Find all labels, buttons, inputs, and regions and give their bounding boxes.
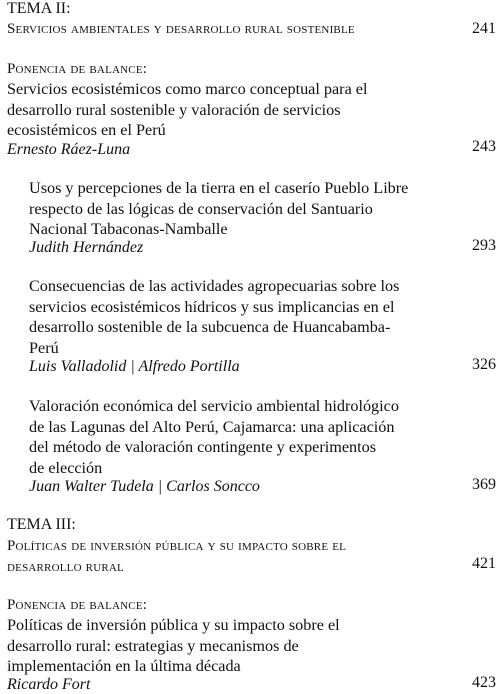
ponencia-2-title[interactable] bbox=[7, 615, 340, 677]
title-line: de las Lagunas del Alto Perú, Cajamarca: una aplicación bbox=[29, 417, 395, 436]
tema-iii-title[interactable] bbox=[7, 536, 346, 578]
ponencia-1-page[interactable]: 243 bbox=[472, 138, 496, 155]
title-line: desarrollo rural: estrategias y mecanismos de bbox=[7, 636, 299, 655]
entry-3-authors: Juan Walter Tudela | Carlos Soncco bbox=[29, 478, 260, 495]
title-line: del método de valoración contingente y experimentos bbox=[29, 438, 377, 456]
ponencia-2-page[interactable]: 423 bbox=[472, 674, 496, 691]
entry-3-page[interactable]: 369 bbox=[472, 476, 496, 493]
entry-2-page[interactable]: 326 bbox=[472, 356, 496, 373]
title-line: Perú bbox=[29, 338, 59, 357]
entry-2-title[interactable] bbox=[29, 276, 399, 358]
entry-1-page[interactable]: 293 bbox=[472, 237, 496, 254]
entry-2-authors: Luis Valladolid | Alfredo Portilla bbox=[29, 358, 240, 375]
title-line: Políticas de inversión pública y su impacto sobre el bbox=[7, 616, 340, 634]
title-line: desarrollo rural sostenible y valoración de servicios bbox=[7, 100, 341, 119]
tema-ii-page[interactable]: 241 bbox=[472, 20, 496, 37]
entry-1-title[interactable] bbox=[29, 178, 408, 240]
tema-iii-heading: TEMA III: bbox=[7, 516, 76, 533]
title-line: Servicios ecosistémicos como marco conceptual para el bbox=[7, 80, 368, 98]
title-line: implementación en la última década bbox=[7, 657, 241, 675]
ponencia-1-author: Ernesto Ráez-Luna bbox=[7, 141, 131, 158]
ponencia-2-author: Ricardo Fort bbox=[7, 676, 91, 693]
title-line: respecto de las lógicas de conservación del Santuario bbox=[29, 199, 373, 218]
title-line: de elección bbox=[29, 458, 103, 477]
title-line: Usos y percepciones de la tierra en el caserío Pueblo Libre bbox=[29, 179, 409, 197]
entry-3-title[interactable] bbox=[29, 396, 399, 478]
title-line: Valoración económica del servicio ambiental hidrológico bbox=[29, 397, 399, 415]
entry-1-author: Judith Hernández bbox=[29, 239, 144, 256]
tema-iii-page[interactable]: 421 bbox=[472, 555, 496, 572]
tema-ii-title[interactable]: Servicios ambientales y desarrollo rural sostenible bbox=[7, 21, 355, 37]
title-line: servicios ecosistémicos hídricos y sus implicancias en el bbox=[29, 297, 395, 316]
title-line: Políticas de inversión pública y su impacto sobre el bbox=[7, 538, 347, 554]
ponencia-1-title[interactable] bbox=[7, 79, 368, 141]
title-line: Consecuencias de las actividades agropecuarias sobre los bbox=[29, 277, 400, 295]
ponencia-label: Ponencia de balance: bbox=[7, 597, 148, 613]
ponencia-label: Ponencia de balance: bbox=[7, 61, 148, 77]
title-line: desarrollo rural bbox=[7, 559, 124, 575]
title-line: ecosistémicos en el Perú bbox=[7, 121, 166, 139]
title-line: Nacional Tabaconas-Namballe bbox=[29, 220, 228, 238]
tema-ii-heading: TEMA II: bbox=[7, 0, 71, 17]
title-line: desarrollo sostenible de la subcuenca de Huancabamba- bbox=[29, 318, 391, 336]
